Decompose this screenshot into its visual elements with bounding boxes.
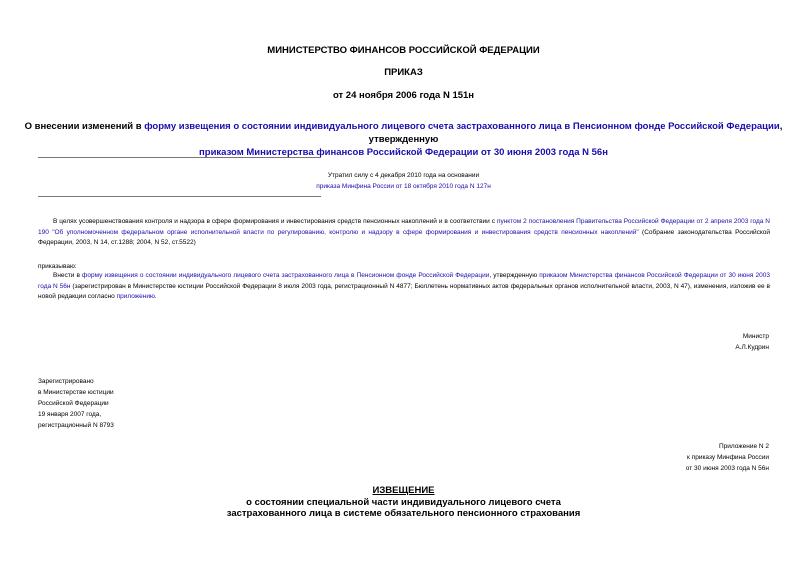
order-text-1: Внести в [53, 272, 83, 279]
order-text-4: . [154, 293, 157, 300]
annex-line-3: от 30 июня 2003 года N 56н [685, 465, 769, 472]
title-mid: , утвержденную [368, 121, 783, 145]
registration-line-4: 19 января 2007 года, [38, 411, 102, 418]
preamble-paragraph [38, 217, 770, 249]
divider-bottom [38, 196, 321, 197]
registration-block [38, 376, 114, 431]
document-title [0, 120, 807, 159]
divider-top [38, 157, 321, 158]
notice-subtitle [0, 497, 807, 519]
notice-title: ИЗВЕЩЕНИЕ [372, 485, 435, 496]
order-link-form[interactable]: форму извещения о состоянии индивидуального лицевого счета застрахованного лица в Пенсионном фонде Российской Федерации [82, 272, 490, 279]
status-link[interactable]: приказа Минфина России от 18 октября 2010 года N 127н [316, 183, 491, 190]
status-note [180, 170, 627, 192]
title-link-form[interactable]: форму извещения о состоянии индивидуального лицевого счета застрахованного лица в Пенсионном фонде Российской Федерации [144, 121, 780, 132]
registration-line-5: регистрационный N 8793 [38, 422, 114, 429]
notice-subtitle-line-1: о состоянии специальной части индивидуального лицевого счета [246, 497, 561, 508]
doc-date-number: от 24 ноября 2006 года N 151н [332, 90, 475, 101]
order-text-2: , утвержденную [489, 272, 540, 279]
order-link-annex[interactable]: приложению [116, 293, 155, 300]
preamble-link-resolution[interactable]: пунктом 2 постановления Правительства Российской Федерации от 2 апреля 2003 года N 190 "Об уполномоченном федеральном органе исполнительной власти по регулированию, контролю и надзору в сфере формирования и инвестирования средств пенсионных накоплений" [38, 218, 770, 236]
title-link-order[interactable]: приказом Министерства финансов Российской Федерации от 30 июня 2003 года N 56н [199, 147, 608, 158]
title-prefix: О внесении изменений в [24, 121, 145, 132]
notice-subtitle-line-2: застрахованного лица в системе обязательного пенсионного страхования [226, 508, 581, 519]
registration-line-2: в Министерстве юстиции [38, 389, 114, 396]
status-line: Утратил силу с 4 декабря 2010 года на основании [327, 172, 480, 179]
signature-block [735, 331, 769, 353]
annex-block [686, 441, 769, 474]
signature-position: Министр [742, 333, 769, 340]
signature-name: А.Л.Кудрин [735, 344, 769, 351]
order-text-3: (зарегистрирован в Министерстве юстиции Российской Федерации 8 июля 2003 года, регистрационный N 4877; Бюллетень нормативных актов федеральных органов исполнительной власти, 2003, N 47), изменения, изложив ее в новой редакции согласно [38, 282, 770, 300]
preamble-text-2: (Собрание законодательства Российской Федерации, 2003, N 14, ст.1288; 2004, N 52, ст.5522) [38, 228, 770, 246]
order-paragraph [38, 271, 770, 303]
ministry-heading: МИНИСТЕРСТВО ФИНАНСОВ РОССИЙСКОЙ ФЕДЕРАЦИИ [267, 45, 540, 56]
doc-type-heading: ПРИКАЗ [384, 67, 423, 78]
annex-line-1: Приложение N 2 [718, 443, 769, 450]
order-link-order[interactable]: приказом Министерства финансов Российской Федерации от 30 июня 2003 года N 56н [38, 272, 770, 290]
registration-line-1: Зарегистрировано [38, 378, 94, 385]
order-word: приказываю: [38, 263, 77, 270]
preamble-text-1: В целях усовершенствования контроля и надзора в сфере формирования и инвестирования средств пенсионных накоплений и в соответствии с [53, 218, 497, 225]
annex-line-2: к приказу Минфина России [687, 454, 769, 461]
registration-line-3: Российской Федерации [38, 400, 109, 407]
